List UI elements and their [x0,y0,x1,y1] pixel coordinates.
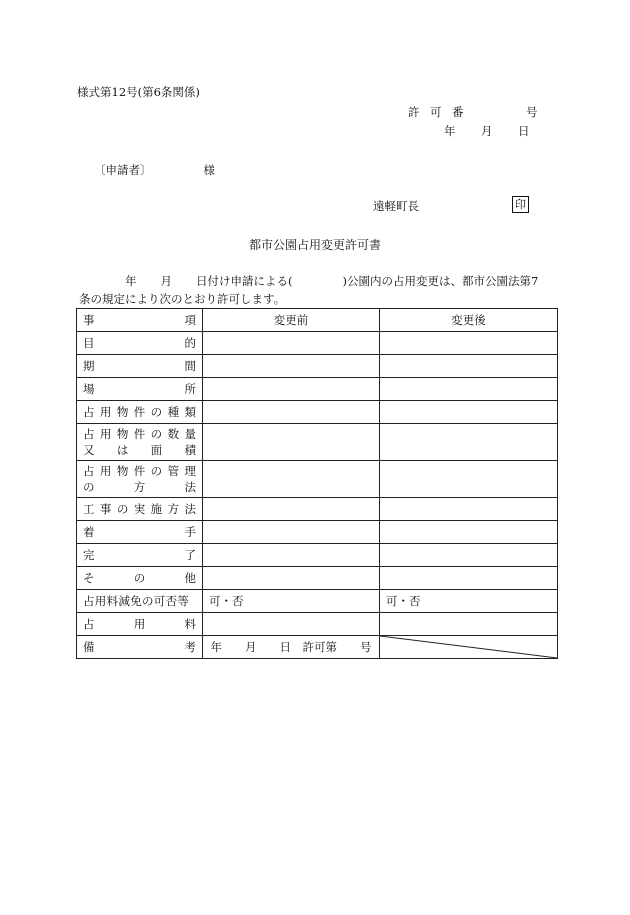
diagonal-cell [380,636,558,659]
after-cell [380,461,558,498]
row-label-line-2: 又は面積 [83,443,196,457]
before-cell [203,544,380,567]
after-cell [380,567,558,590]
row-label: 工事の実施方法 [77,498,203,521]
row-label-line-1: 占用物件の管理 [83,464,196,478]
table-row [77,544,558,567]
before-cell [203,332,380,355]
row-label: 完了 [77,544,203,567]
permit-number [408,104,539,120]
permit-char-1: 許 [408,105,421,119]
table-row [77,332,558,355]
date-month: 月 [481,124,493,138]
notes-cell: 年 月 日 許可第 号 [203,636,380,659]
before-cell [203,378,380,401]
before-cell [203,355,380,378]
after-cell [380,498,558,521]
before-cell [203,567,380,590]
row-label: 備考 [77,636,203,659]
applicant [94,162,215,178]
date-year: 年 [444,124,456,138]
form-number: 様式第12号(第6条関係) [77,85,200,99]
body-month: 月 [160,274,172,288]
seal-mark: 印 [512,196,529,213]
row-label: 期間 [77,355,203,378]
header-item: 事 項 [77,309,203,332]
before-cell [203,461,380,498]
row-label: 目的 [77,332,203,355]
after-cell [380,544,558,567]
body-line-2: 条の規定により次のとおり許可します。 [79,292,286,306]
table-row [77,590,558,613]
body-part1: 日付け申請による( [196,274,293,288]
permit-table [76,308,558,659]
before-cell [203,424,380,461]
row-label: 占用料減免の可否等 [77,590,203,613]
after-cell [380,401,558,424]
before-cell [203,401,380,424]
applicant-label: 〔申請者〕 [94,163,152,177]
after-cell [380,355,558,378]
table-row [77,461,558,498]
table-row [77,521,558,544]
body-year: 年 [125,274,137,288]
header-before: 変更前 [203,309,380,332]
row-label: 占用料 [77,613,203,636]
after-cell [380,332,558,355]
after-cell [380,424,558,461]
permit-char-4: 号 [526,105,539,119]
table-row [77,401,558,424]
before-cell: 可・否 [203,590,380,613]
document-title: 都市公園占用変更許可書 [248,238,381,252]
applicant-honorific: 様 [203,163,215,177]
after-cell: 可・否 [380,590,558,613]
row-label [77,424,203,461]
row-label: 着手 [77,521,203,544]
body-part2: )公園内の占用変更は、都市公園法第7 [342,274,539,288]
table-row [77,355,558,378]
issue-date [444,123,530,139]
row-label [77,461,203,498]
diagonal-line [380,636,557,658]
permit-char-3: 番 [452,105,465,119]
issuer-name: 遠軽町長 [373,199,419,213]
before-cell [203,498,380,521]
body-line-1 [77,273,538,289]
row-label-line-2: の方法 [83,480,196,494]
after-cell [380,613,558,636]
after-cell [380,521,558,544]
table-row [77,636,558,659]
row-label: 占用物件の種類 [77,401,203,424]
table-header-row [77,309,558,332]
before-cell [203,521,380,544]
row-label-line-1: 占用物件の数量 [83,427,196,441]
header-after: 変更後 [380,309,558,332]
before-cell [203,613,380,636]
table-row [77,424,558,461]
permit-char-2: 可 [430,105,443,119]
date-day: 日 [518,124,530,138]
table-row [77,378,558,401]
table-row [77,567,558,590]
table-row [77,498,558,521]
row-label: その他 [77,567,203,590]
row-label: 場所 [77,378,203,401]
after-cell [380,378,558,401]
table-row [77,613,558,636]
